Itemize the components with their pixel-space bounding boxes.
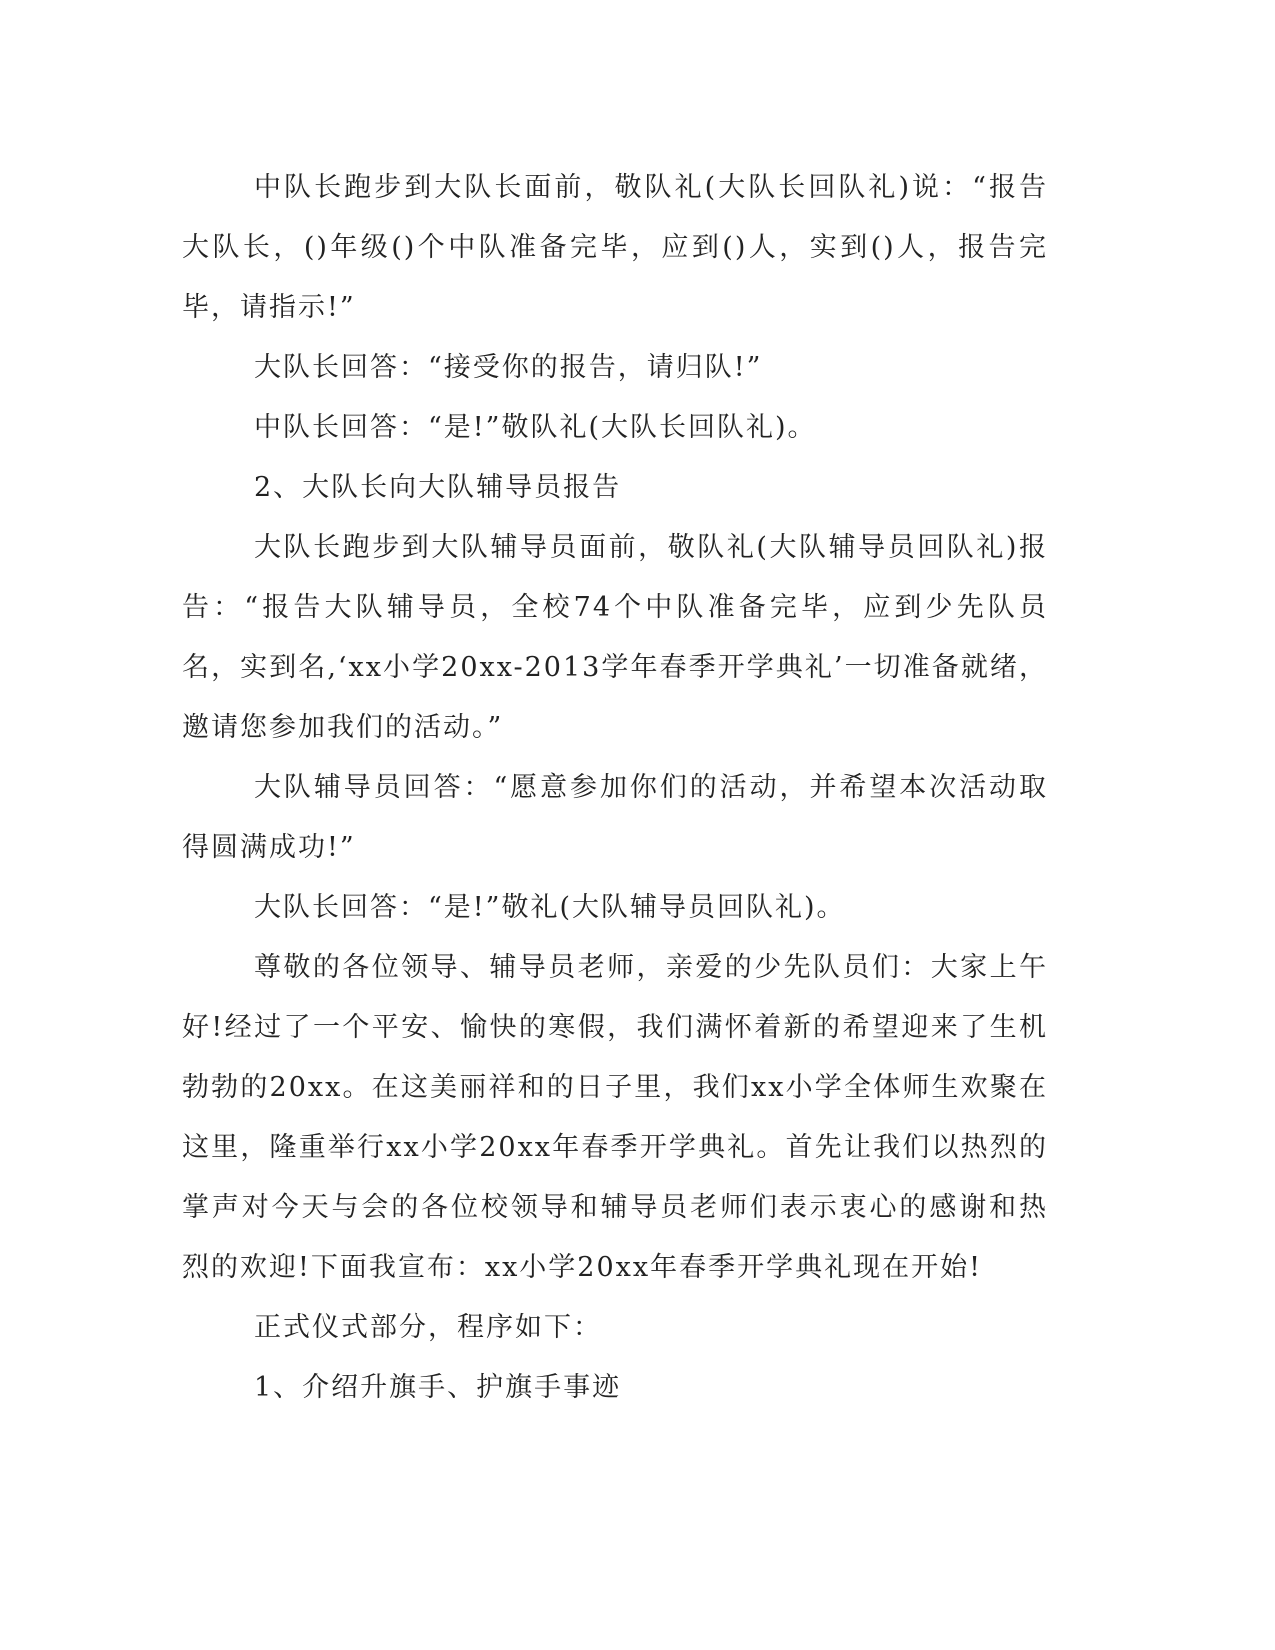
paragraph-brigade-leader-answer: 大队长回答：“接受你的报告，请归队!” xyxy=(254,352,763,383)
document-body xyxy=(182,158,1048,1418)
paragraph-ceremony-program: 正式仪式部分，程序如下： xyxy=(254,1312,602,1343)
paragraph-squad-leader-answer: 中队长回答：“是!”敬队礼(大队长回队礼)。 xyxy=(254,412,817,443)
paragraph-step-1-heading: 1、介绍升旗手、护旗手事迹 xyxy=(254,1372,622,1403)
paragraph-step-2-heading: 2、大队长向大队辅导员报告 xyxy=(254,472,622,503)
paragraph-brigade-leader-salute: 大队长回答：“是!”敬礼(大队辅导员回队礼)。 xyxy=(254,892,846,923)
paragraph-squad-leader-report: 中队长跑步到大队长面前，敬队礼(大队长回队礼)说：“报告大队长，()年级()个中队准备完毕，应到()人，实到()人，报告完毕，请指示!” xyxy=(182,172,1048,323)
paragraph-brigade-leader-report: 大队长跑步到大队辅导员面前，敬队礼(大队辅导员回队礼)报告：“报告大队辅导员，全校74个中队准备完毕，应到少先队员 名，实到名,‘xx小学20xx-2013学年春季开学典礼’一切准备就绪，邀请您参加我们的活动。” xyxy=(182,532,1048,743)
paragraph-counselor-answer: 大队辅导员回答：“愿意参加你们的活动，并希望本次活动取得圆满成功!” xyxy=(182,772,1048,863)
paragraph-opening-speech: 尊敬的各位领导、辅导员老师，亲爱的少先队员们：大家上午好!经过了一个平安、愉快的寒假，我们满怀着新的希望迎来了生机勃勃的20xx。在这美丽祥和的日子里，我们xx小学全体师生欢聚在这里，隆重举行xx小学20xx年春季开学典礼。首先让我们以热烈的掌声对今天与会的各位校领导和辅导员老师们表示衷心的感谢和热烈的欢迎!下面我宣布：xx小学20xx年春季开学典礼现在开始! xyxy=(182,952,1048,1283)
